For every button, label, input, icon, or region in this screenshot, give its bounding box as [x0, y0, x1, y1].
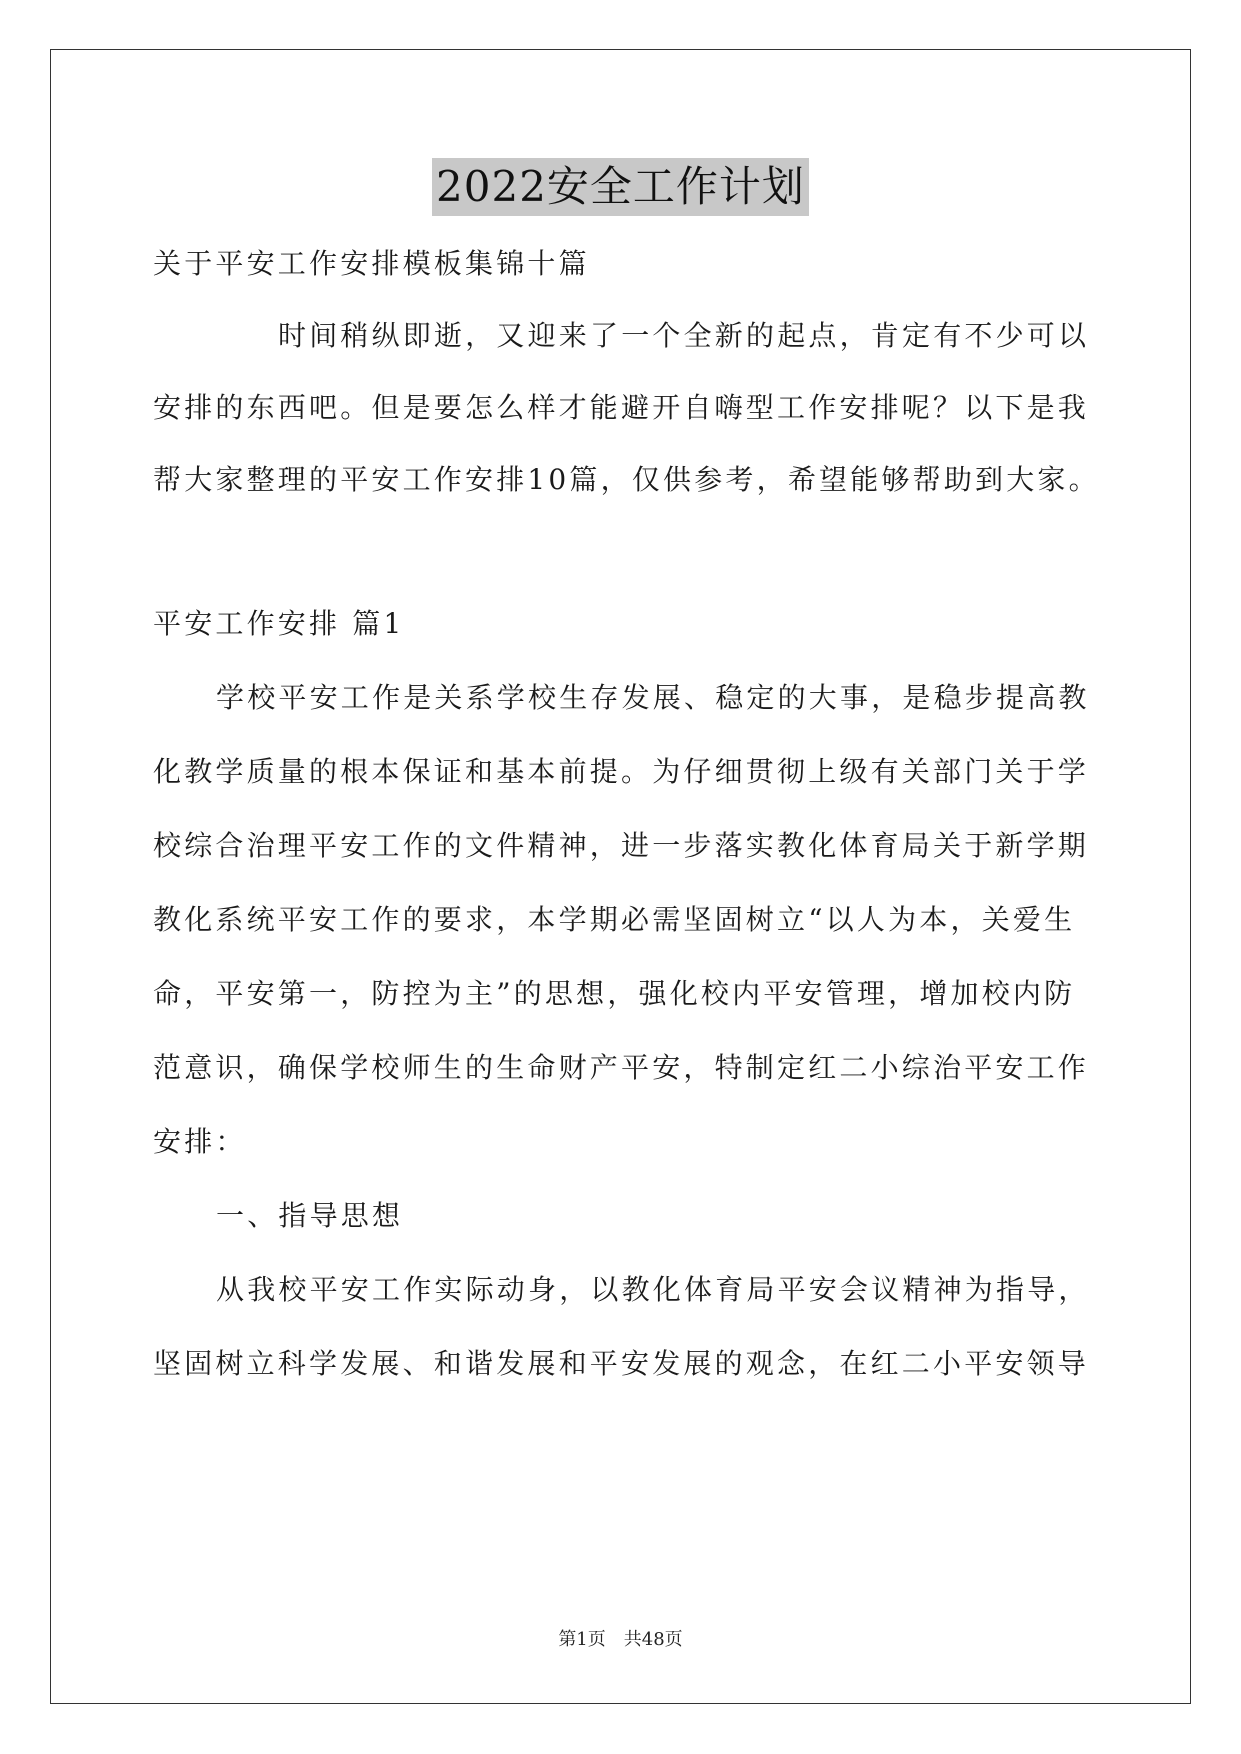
- body-line-3: 校综合治理平安工作的文件精神，进一步落实教化体育局关于新学期: [153, 829, 1090, 862]
- document-subtitle: 关于平安工作安排模板集锦十篇: [153, 247, 590, 280]
- section-heading: 平安工作安排 篇1: [153, 607, 405, 640]
- guide-line-2: 坚固树立科学发展、和谐发展和平安发展的观念，在红二小平安领导: [153, 1347, 1090, 1380]
- body-line-7: 安排：: [153, 1125, 247, 1158]
- intro-line-1: 时间稍纵即逝，又迎来了一个全新的起点，肯定有不少可以: [278, 319, 1090, 352]
- intro-line-3: 帮大家整理的平安工作安排10篇，仅供参考，希望能够帮助到大家。: [153, 463, 1100, 496]
- title-container: [0, 158, 1241, 216]
- sub-heading: 一、指导思想: [216, 1199, 404, 1232]
- body-line-2: 化教学质量的根本保证和基本前提。为仔细贯彻上级有关部门关于学: [153, 755, 1090, 788]
- document-title: 2022安全工作计划: [432, 158, 809, 216]
- intro-line-2: 安排的东西吧。但是要怎么样才能避开自嗨型工作安排呢？以下是我: [153, 391, 1090, 424]
- body-line-4: 教化系统平安工作的要求，本学期必需坚固树立“以人为本，关爱生: [153, 903, 1076, 936]
- body-line-1: 学校平安工作是关系学校生存发展、稳定的大事，是稳步提高教: [216, 681, 1090, 714]
- body-line-6: 范意识，确保学校师生的生命财产平安，特制定红二小综治平安工作: [153, 1051, 1090, 1084]
- page-footer: 第1页 共48页: [558, 1629, 683, 1650]
- page-border: [50, 49, 1191, 1704]
- body-line-5: 命，平安第一，防控为主”的思想，强化校内平安管理，增加校内防: [153, 977, 1076, 1010]
- guide-line-1: 从我校平安工作实际动身，以教化体育局平安会议精神为指导，: [216, 1273, 1090, 1306]
